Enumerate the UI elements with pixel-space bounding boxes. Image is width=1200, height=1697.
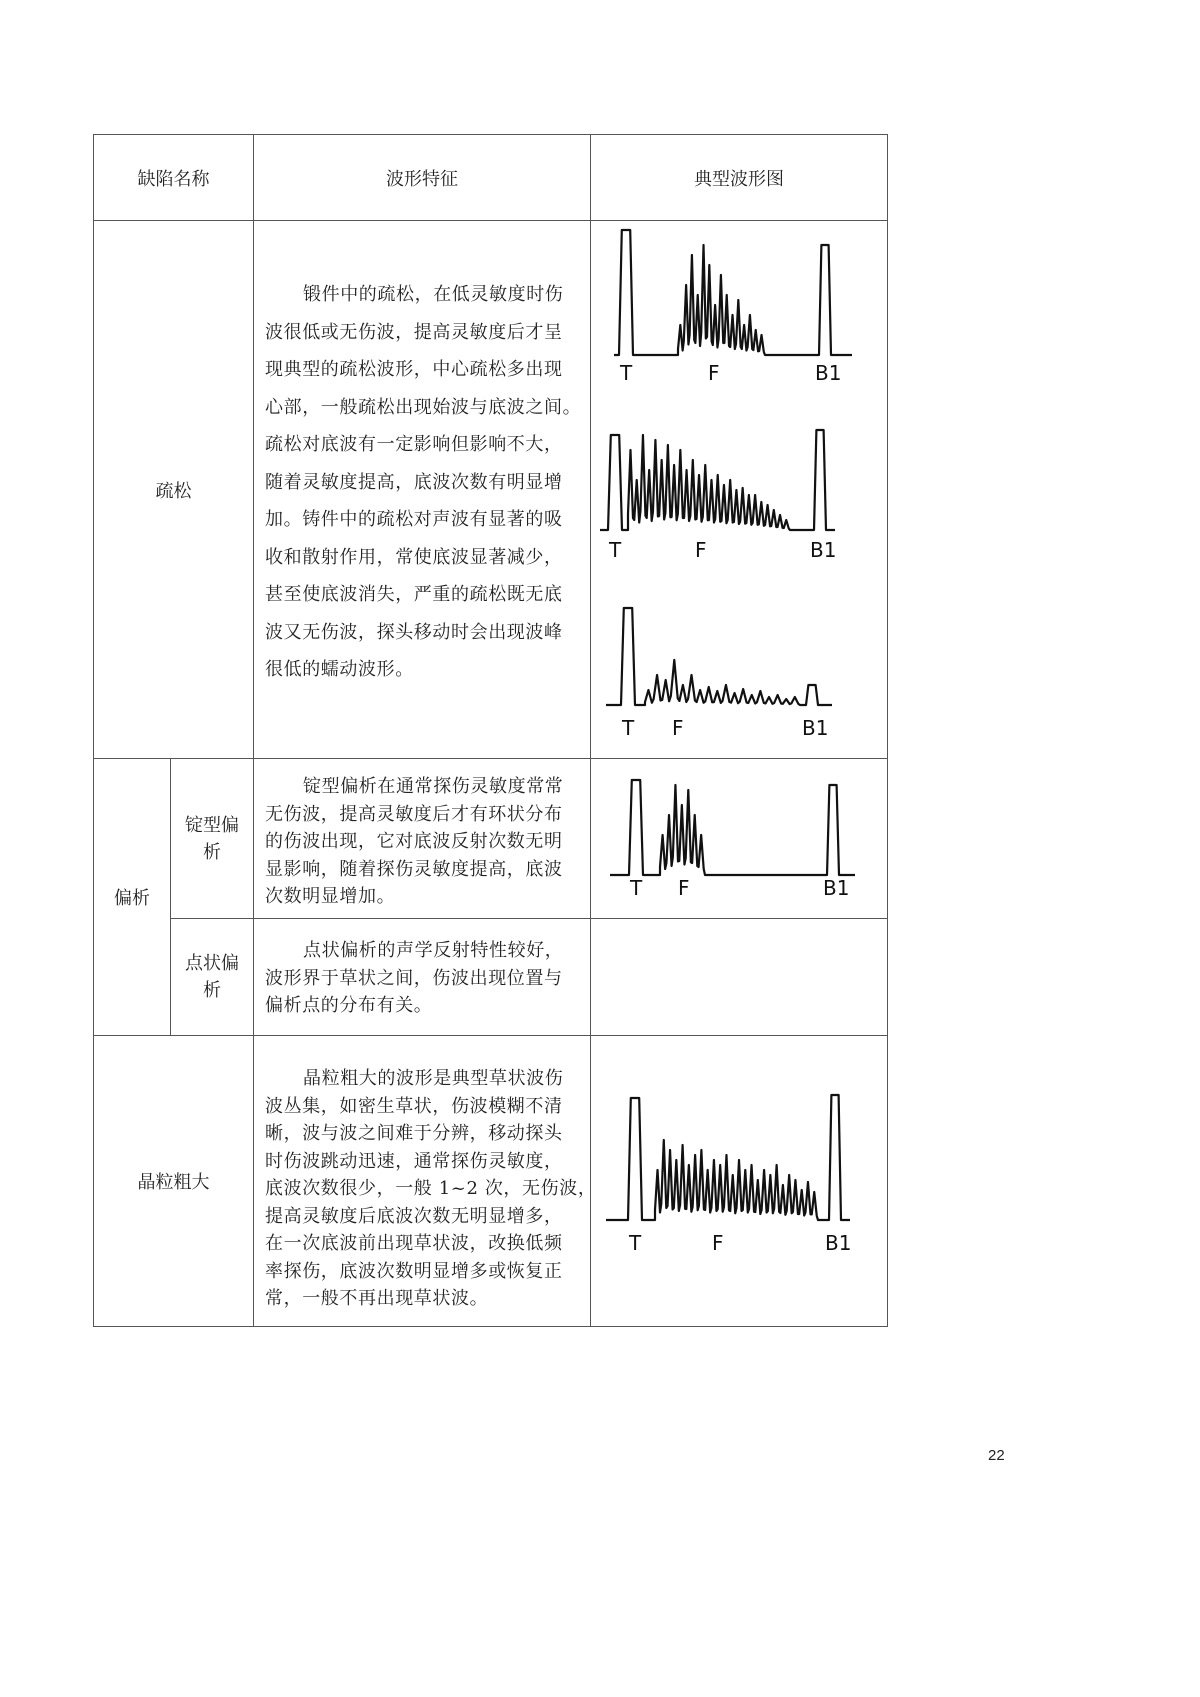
waveform-trace — [610, 780, 855, 875]
defect-group: 偏析 — [114, 888, 150, 909]
text-line: 晰，波与波之间难于分辨，移动探头 — [265, 1123, 563, 1144]
waveform-label-t: T — [609, 538, 622, 562]
text-line: 随着灵敏度提高，底波次数有明显增 — [265, 471, 563, 493]
waveform-label-t: T — [629, 1231, 642, 1255]
waveform-label-b: B1 — [802, 716, 829, 740]
text-line: 波形界于草状之间，伤波出现位置与 — [265, 967, 563, 989]
waveform-label-b: B1 — [815, 361, 842, 385]
page-number: 22 — [988, 1447, 1005, 1464]
header-label: 波形特征 — [386, 168, 458, 190]
text-line: 时伤波跳动迅速，通常探伤灵敏度， — [265, 1150, 563, 1172]
text-line: 晶粒粗大的波形是典型草状波伤 — [303, 1068, 564, 1089]
text-line: 常，一般不再出现草状波。 — [265, 1288, 489, 1309]
text-line: 收和散射作用，常使底波显著减少， — [265, 546, 563, 568]
text-line: 加。铸件中的疏松对声波有显著的吸 — [265, 509, 563, 530]
text-line: 点状偏析的声学反射特性较好， — [303, 940, 564, 961]
text-line: 疏松对底波有一定影响但影响不大， — [265, 434, 563, 455]
defect-name: 锭型偏析 — [185, 814, 239, 863]
header-label: 缺陷名称 — [137, 168, 210, 190]
waveform-trace — [600, 430, 835, 530]
waveform-label-t: T — [622, 716, 635, 740]
text-line: 波丛集，如密生草状，伤波模糊不清 — [265, 1095, 563, 1117]
text-line: 底波次数很少，一般 1~2 次，无伤波， — [265, 1178, 597, 1199]
text-line: 甚至使底波消失，严重的疏松既无底 — [265, 584, 563, 605]
text-line: 波很低或无伤波，提高灵敏度后才呈 — [265, 321, 563, 343]
text-line: 率探伤，底波次数明显增多或恢复正 — [265, 1260, 563, 1282]
text-line: 在一次底波前出现草状波，改换低频 — [265, 1233, 563, 1254]
waveform-label-f: F — [708, 361, 720, 385]
waveform-label-b: B1 — [823, 876, 850, 900]
waveform-label-f: F — [712, 1231, 724, 1255]
waveform-label-f: F — [678, 876, 690, 900]
defect-name: 点状偏析 — [185, 953, 239, 1001]
waveform-label-b: B1 — [825, 1231, 852, 1255]
text-line: 锭型偏析在通常探伤灵敏度常常 — [303, 776, 564, 797]
defect-name: 晶粒粗大 — [137, 1172, 210, 1193]
waveform-label-f: F — [695, 538, 707, 562]
text-line: 的伤波出现，它对底波反射次数无明 — [265, 831, 563, 852]
waveform-trace — [606, 608, 832, 705]
waveform-label-f: F — [672, 716, 684, 740]
text-line: 显影响，随着探伤灵敏度提高，底波 — [265, 858, 563, 880]
text-line: 现典型的疏松波形，中心疏松多出现 — [265, 359, 563, 380]
text-line: 锻件中的疏松，在低灵敏度时伤 — [303, 284, 564, 305]
waveform-trace — [606, 1095, 850, 1220]
header-label: 典型波形图 — [694, 168, 784, 190]
text-line: 很低的蠕动波形。 — [265, 659, 414, 680]
waveform-label-t: T — [630, 876, 643, 900]
text-line: 提高灵敏度后底波次数无明显增多， — [265, 1205, 563, 1227]
waveform-trace — [614, 230, 852, 355]
defect-name: 疏松 — [155, 480, 192, 502]
text-line: 波又无伤波，探头移动时会出现波峰 — [265, 621, 563, 643]
waveform-label-t: T — [620, 361, 633, 385]
waveform-label-b: B1 — [810, 538, 837, 562]
text-line: 心部，一般疏松出现始波与底波之间。 — [265, 396, 582, 418]
text-line: 无伤波，提高灵敏度后才有环状分布 — [265, 803, 563, 825]
text-line: 次数明显增加。 — [265, 886, 396, 907]
text-line: 偏析点的分布有关。 — [265, 995, 433, 1016]
